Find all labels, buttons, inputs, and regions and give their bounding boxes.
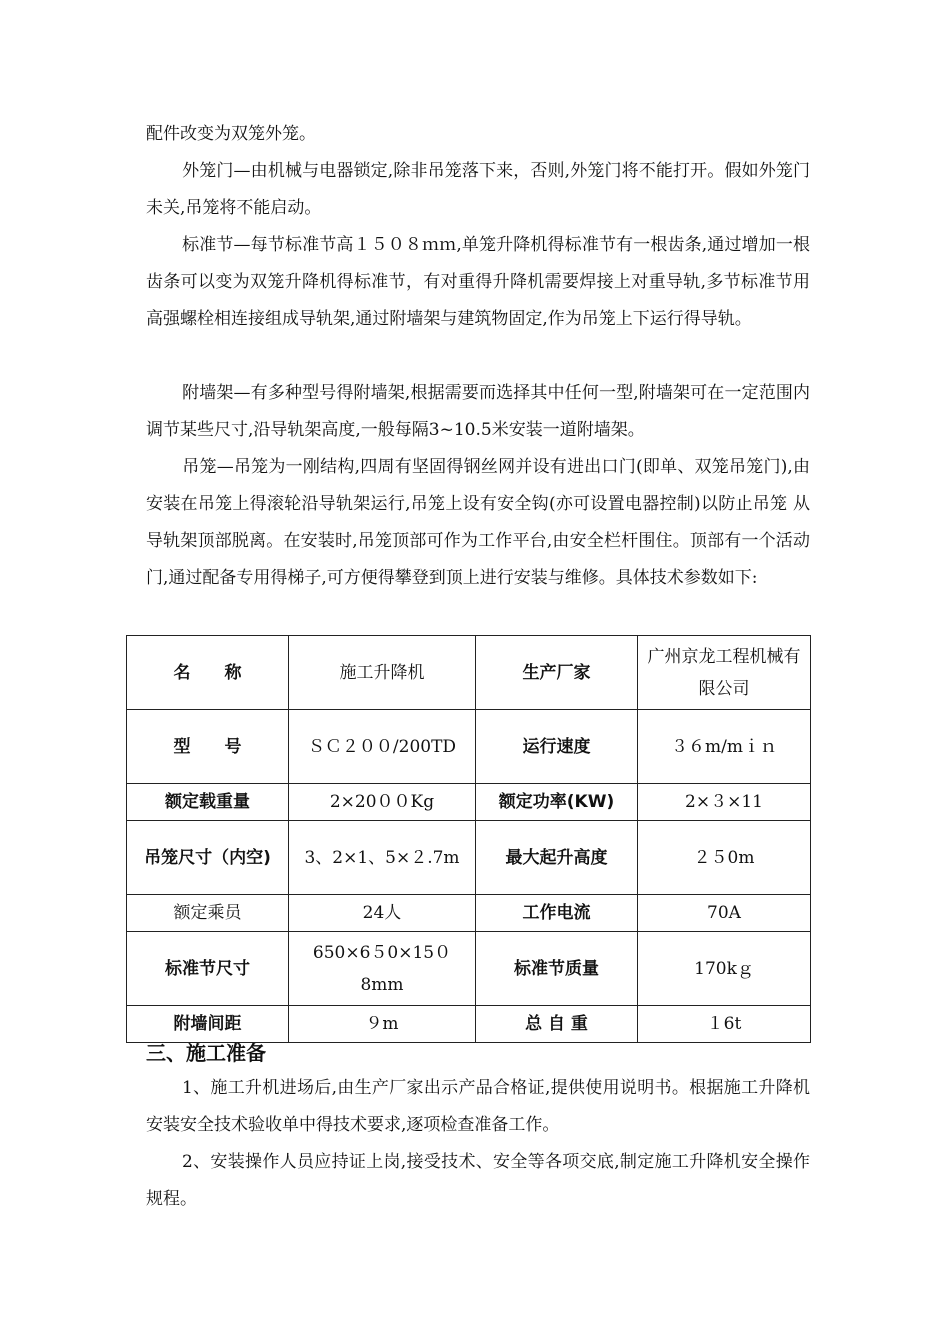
table-label-model: 型 号	[127, 710, 289, 784]
paragraph-outer-cage-door: 外笼门—由机械与电器锁定,除非吊笼落下来，否则,外笼门将不能打开。假如外笼门未关,吊笼将不能启动。	[146, 161, 810, 218]
table-value-rated-power: 2×３×11	[638, 784, 811, 821]
spec-table	[126, 635, 811, 1043]
table-value-wall-spacing: ９m	[289, 1006, 476, 1043]
table-value-rated-load: 2×20００Kg	[289, 784, 476, 821]
table-value-name: 施工升降机	[289, 636, 476, 710]
table-label-cage-size: 吊笼尺寸（内空)	[127, 821, 289, 895]
table-row	[127, 636, 811, 710]
table-value-manufacturer: 广州京龙工程机械有限公司	[638, 636, 811, 710]
table-value-section-mass: 170kｇ	[638, 932, 811, 1006]
table-value-passengers: 24人	[289, 895, 476, 932]
table-row	[127, 895, 811, 932]
table-value-speed: ３６m/mｉｎ	[638, 710, 811, 784]
table-label-current: 工作电流	[476, 895, 638, 932]
paragraph-standard-section: 标准节—每节标准节高１５０８ｍｍ,单笼升降机得标准节有一根齿条,通过增加一根齿条可以变为双笼升降机得标准节，有对重得升降机需要焊接上对重导轨,多节标准节用高强螺栓相连接组成导轨架,通过附墙架与建筑物固定,作为吊笼上下运行得导轨。	[146, 235, 810, 329]
table-row	[127, 784, 811, 821]
section-heading: 三、施工准备	[146, 1041, 266, 1065]
table-label-manufacturer: 生产厂家	[476, 636, 638, 710]
table-value-cage-size: 3、2×1、5×２.7m	[289, 821, 476, 895]
table-label-speed: 运行速度	[476, 710, 638, 784]
paragraph-prep-2: 2、安装操作人员应持证上岗,接受技术、安全等各项交底,制定施工升降机安全操作规程。	[146, 1152, 810, 1209]
table-label-name: 名 称	[127, 636, 289, 710]
table-row	[127, 710, 811, 784]
paragraph-cage-config: 配件改变为双笼外笼。	[146, 124, 316, 144]
table-label-rated-load: 额定载重量	[127, 784, 289, 821]
table-value-current: 70A	[638, 895, 811, 932]
table-label-max-height: 最大起升高度	[476, 821, 638, 895]
table-label-section-mass: 标准节质量	[476, 932, 638, 1006]
table-row	[127, 821, 811, 895]
table-label-self-weight: 总 自 重	[476, 1006, 638, 1043]
table-value-section-size: 650×6５0×15０8mm	[289, 932, 476, 1006]
paragraph-wall-attachment: 附墙架—有多种型号得附墙架,根据需要而选择其中任何一型,附墙架可在一定范围内调节某些尺寸,沿导轨架高度,一般每隔3~10.5米安装一道附墙架。	[146, 383, 810, 440]
paragraph-cage: 吊笼—吊笼为一刚结构,四周有坚固得钢丝网并设有进出口门(即单、双笼吊笼门),由安装在吊笼上得滚轮沿导轨架运行,吊笼上设有安全钩(亦可设置电器控制)以防止吊笼 从导轨架顶部脱离。在安装时,吊笼顶部可作为工作平台,由安全栏杆围住。顶部有一个活动门,通过配备专用得梯子,可方便得攀登到顶上进行安装与维修。具体技术参数如下:	[146, 457, 810, 588]
table-value-model: ＳＣ２００/200TD	[289, 710, 476, 784]
table-label-section-size: 标准节尺寸	[127, 932, 289, 1006]
paragraph-prep-1: 1、施工升机进场后,由生产厂家出示产品合格证,提供使用说明书。根据施工升降机安装安全技术验收单中得技术要求,逐项检查准备工作。	[146, 1078, 810, 1135]
table-label-wall-spacing: 附墙间距	[127, 1006, 289, 1043]
table-label-rated-power: 额定功率(KW)	[476, 784, 638, 821]
table-row	[127, 932, 811, 1006]
table-value-max-height: ２５0m	[638, 821, 811, 895]
table-label-passengers: 额定乘员	[127, 895, 289, 932]
table-value-self-weight: １6t	[638, 1006, 811, 1043]
